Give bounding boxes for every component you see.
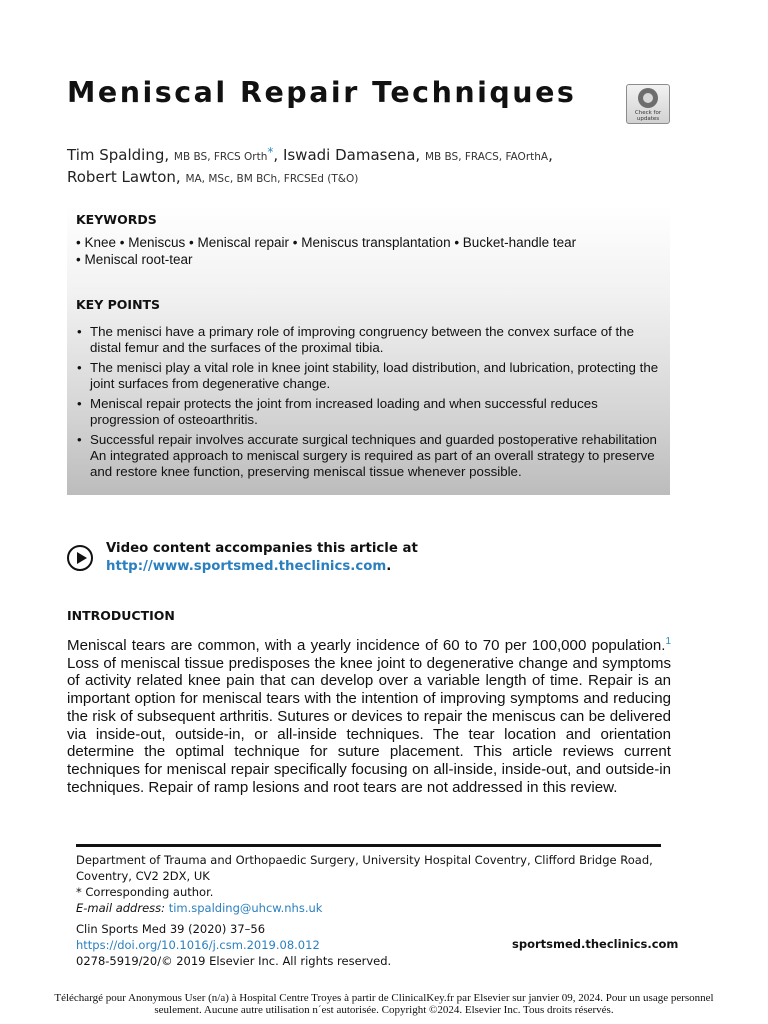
key-point-item: • The menisci play a vital role in knee joint stability, load distribution, and lubrication, protecting the joint surfaces from degenerative change. — [76, 360, 661, 392]
keywords-line: • Meniscal root-tear — [76, 252, 193, 267]
key-point-item: • The menisci have a primary role of improving congruency between the convex surface of the distal femur and the surfaces of the proximal tibia. — [76, 324, 661, 356]
keywords-heading: KEYWORDS — [76, 212, 157, 227]
email-link[interactable]: tim.spalding@uhcw.nhs.uk — [168, 901, 323, 915]
key-point-item: • Successful repair involves accurate surgical techniques and guarded postoperative rehabilitation An integrated approach to meniscal surgery is required as part of an overall strategy to preserve and restore knee function, preserving meniscal tissue whenever possible. — [76, 432, 661, 480]
author-name: Tim Spalding, — [67, 146, 170, 164]
keywords-list — [76, 234, 666, 268]
keywords-keypoints-box — [67, 205, 670, 495]
corresponding-note: * Corresponding author. — [76, 885, 214, 899]
article-title: Meniscal Repair Techniques — [67, 76, 577, 109]
keywords-line: • Knee • Meniscus • Meniscal repair • Meniscus transplantation • Bucket-handle tear — [76, 235, 577, 250]
author-credentials: MA, MSc, BM BCh, FRCSEd (T&O) — [185, 173, 359, 185]
doi-link[interactable]: https://doi.org/10.1016/j.csm.2019.08.012 — [76, 938, 320, 952]
issn-copyright: 0278-5919/20/© 2019 Elsevier Inc. All rights reserved. — [76, 954, 392, 968]
author-name: Iswadi Damasena, — [282, 146, 421, 164]
email-line — [76, 900, 676, 916]
key-points-list — [76, 324, 661, 484]
author-list — [67, 142, 707, 189]
video-notice-end: . — [386, 559, 392, 574]
introduction-heading: INTRODUCTION — [67, 608, 175, 623]
email-label: E-mail address: — [76, 901, 166, 915]
affiliation: Department of Trauma and Orthopaedic Surgery, University Hospital Coventry, Clifford Bridge Road, Coventry, CV2 2DX, UK — [76, 853, 653, 883]
reference-link[interactable]: 1 — [665, 636, 671, 647]
video-link[interactable]: http://www.sportsmed.theclinics.com — [106, 559, 387, 574]
author-credentials: MB BS, FRCS Orth — [173, 151, 268, 163]
author-name: Robert Lawton, — [67, 168, 181, 186]
badge-label: Check for updates — [634, 110, 662, 122]
corresponding-star[interactable]: * — [267, 145, 274, 159]
check-updates-icon — [638, 88, 658, 108]
author-separator: , — [548, 146, 553, 164]
key-point-item: • Meniscal repair protects the joint from increased loading and when successful reduces progression of osteoarthritis. — [76, 396, 661, 428]
video-notice-label: Video content accompanies this article at — [106, 541, 418, 556]
journal-citation: Clin Sports Med 39 (2020) 37–56 — [76, 922, 266, 936]
footnote — [76, 852, 676, 916]
intro-text: Meniscal tears are common, with a yearly incidence of 60 to 70 per 100,000 population. — [67, 637, 666, 655]
intro-text: Loss of meniscal tissue predisposes the knee joint to degenerative change and symptoms of activity related knee pain that can develop over a variable length of time. Repair is an important option for meniscal tears with the intention of improving symptoms and reducing the risk of subsequent arthritis. Sutures or devices to repair the meniscus can be delivered via inside-out, outside-in, or all-inside techniques. The tear location and orientation determine the optimal technique for suture placement. This article reviews current techniques for meniscal repair specifically focusing on all-inside, inside-out, and outside-in techniques. Repair of ramp lesions and root tears are not addressed in this review. — [67, 654, 671, 796]
download-notice: Téléchargé pour Anonymous User (n/a) à Hospital Centre Troyes à partir de ClinicalKey.fr par Elsevier sur janvier 09, 2024. Pour un usage personnel seulement. Aucune autre utilisation n´est autorisée. Copyright ©2024. Elsevier Inc. Tous droits réservés. — [54, 992, 714, 1016]
play-icon[interactable] — [67, 545, 93, 571]
journal-site: sportsmed.theclinics.com — [512, 937, 679, 951]
key-points-heading: KEY POINTS — [76, 297, 161, 312]
check-for-updates-badge[interactable] — [626, 84, 670, 124]
video-notice-text — [106, 540, 646, 576]
author-separator: , — [273, 146, 283, 164]
footnote-divider — [76, 844, 661, 847]
author-credentials: MB BS, FRACS, FAOrthA — [424, 151, 549, 163]
introduction-paragraph — [67, 633, 671, 796]
